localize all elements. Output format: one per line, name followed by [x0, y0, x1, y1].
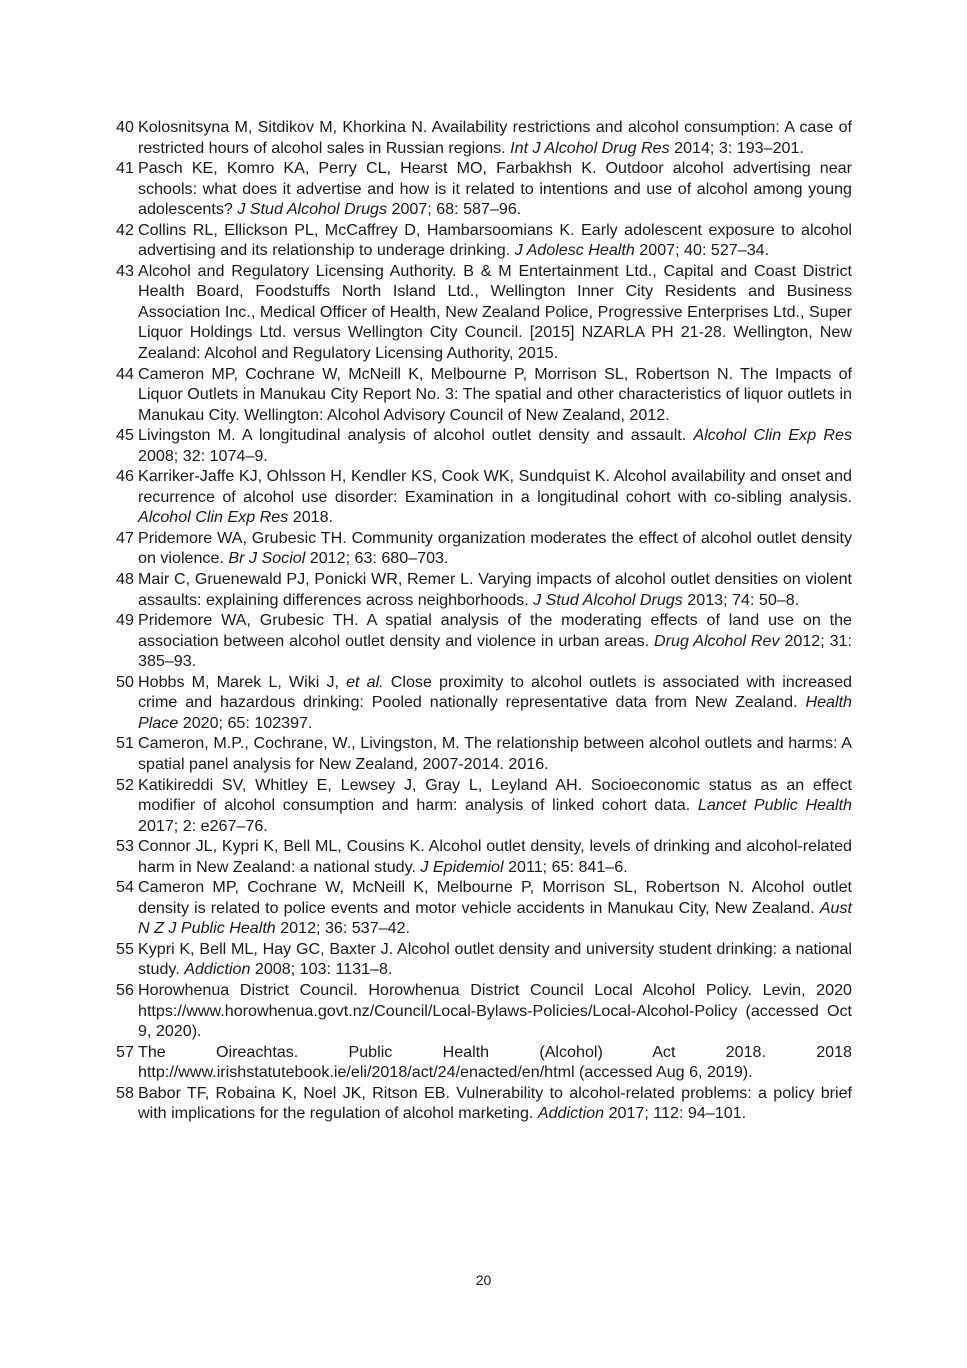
reference-entry	[116, 672, 852, 734]
reference-entry	[116, 158, 852, 220]
reference-text: 2012; 63: 680–703.	[305, 549, 449, 568]
reference-entry	[116, 1083, 852, 1124]
reference-entry	[116, 425, 852, 466]
reference-number: 51	[116, 734, 134, 753]
reference-text: Karriker-Jaffe KJ, Ohlsson H, Kendler KS, Cook WK, Sundquist K. Alcohol availability and onset and recurrence of alcohol use disorder: Examination in a longitudinal cohort with co-sibling analysis.	[138, 467, 852, 506]
reference-entry	[116, 877, 852, 939]
reference-text: 2008; 103: 1131–8.	[250, 960, 393, 979]
reference-number: 46	[116, 467, 134, 486]
reference-text: Cameron, M.P., Cochrane, W., Livingston, M. The relationship between alcohol outlets and harms: A spatial panel analysis for New Zealand, 2007-2014. 2016.	[138, 734, 852, 773]
reference-entry	[116, 466, 852, 528]
page-number: 20	[475, 1272, 492, 1288]
reference-text: 2008; 32: 1074–9.	[138, 446, 268, 465]
reference-entry	[116, 980, 852, 1042]
reference-entry	[116, 775, 852, 837]
reference-number: 42	[116, 220, 134, 239]
reference-italic-text: J Stud Alcohol Drugs	[237, 200, 388, 219]
reference-italic-text: J Epidemiol	[420, 857, 504, 876]
reference-text: 2014; 3: 193–201.	[669, 138, 804, 157]
reference-text: Pridemore WA, Grubesic TH. Community organization moderates the effect of alcohol outlet density on violence.	[138, 528, 852, 568]
reference-italic-text: Br J Sociol	[228, 549, 306, 568]
reference-text: Horowhenua District Council. Horowhenua District Council Local Alcohol Policy. Levin, 2020 https://www.horowhenua.govt.nz/Council/Local-Bylaws-Policies/Local-Alcohol-Policy (accessed Oct 9, 2020).	[138, 980, 852, 1041]
reference-number: 47	[116, 528, 134, 547]
reference-text: Livingston M. A longitudinal analysis of alcohol outlet density and assault.	[138, 426, 694, 445]
reference-italic-text: Alcohol Clin Exp Res	[138, 508, 289, 527]
reference-entry	[116, 836, 852, 877]
reference-text: Kypri K, Bell ML, Hay GC, Baxter J. Alcohol outlet density and university student drinking: a national study.	[138, 939, 852, 979]
reference-italic-text: et al.	[346, 672, 384, 691]
reference-italic-text: Alcohol Clin Exp Res	[693, 426, 852, 445]
reference-text: Collins RL, Ellickson PL, McCaffrey D, Hambarsoomians K. Early adolescent exposure to alcohol advertising and its relationship to underage drinking.	[138, 220, 852, 260]
reference-number: 40	[116, 118, 134, 136]
reference-text: Close proximity to alcohol outlets is associated with increased crime and hazardous drinking: Pooled nationally representative data from New Zealand.	[138, 672, 852, 712]
reference-number: 50	[116, 672, 134, 691]
reference-italic-text: Addiction	[184, 960, 251, 979]
reference-number: 56	[116, 980, 134, 999]
reference-text: Hobbs M, Marek L, Wiki J,	[138, 672, 347, 691]
reference-number: 44	[116, 364, 134, 383]
reference-number: 53	[116, 837, 134, 856]
reference-entry	[116, 610, 852, 672]
reference-list	[116, 117, 852, 1124]
reference-text: The Oireachtas. Public Health (Alcohol) Act 2018. 2018 http://www.irishstatutebook.ie/eli/2018/act/24/enacted/en/html (accessed Aug 6, 2019).	[138, 1042, 852, 1082]
reference-entry	[116, 569, 852, 610]
reference-text: 2007; 68: 587–96.	[387, 200, 522, 219]
reference-entry	[116, 364, 852, 426]
reference-number: 55	[116, 939, 134, 958]
reference-text: Kolosnitsyna M, Sitdikov M, Khorkina N. Availability restrictions and alcohol consumption: A case of restricted hours of alcohol sales in Russian regions.	[138, 118, 852, 157]
reference-italic-text: Lancet Public Health	[697, 796, 852, 815]
reference-entry	[116, 117, 852, 158]
reference-text: Mair C, Gruenewald PJ, Ponicki WR, Remer L. Varying impacts of alcohol outlet densities on violent assaults: explaining differences across neighborhoods.	[138, 570, 852, 609]
reference-entry	[116, 733, 852, 774]
reference-text: Cameron MP, Cochrane W, McNeill K, Melbourne P, Morrison SL, Robertson N. The Impacts of Liquor Outlets in Manukau City Report No. 3: The spatial and other characteristics of liquor outlets in Manukau City. Wellington: Alcohol Advisory Council of New Zealand, 2012.	[138, 364, 852, 424]
reference-italic-text: J Adolesc Health	[514, 241, 635, 260]
reference-text: Babor TF, Robaina K, Noel JK, Ritson EB. Vulnerability to alcohol-related problems: a policy brief with implications for the regulation of alcohol marketing.	[138, 1083, 852, 1123]
reference-number: 48	[116, 570, 134, 589]
reference-text: 2012; 31: 385–93.	[138, 631, 852, 671]
reference-entry	[116, 1042, 852, 1083]
reference-text: Pridemore WA, Grubesic TH. A spatial analysis of the moderating effects of land use on the association between alcohol outlet density and violence in urban areas.	[138, 611, 852, 650]
reference-text: 2017; 2: e267–76.	[138, 816, 268, 835]
reference-text: 2012; 36: 537–42.	[275, 919, 410, 938]
reference-number: 54	[116, 878, 134, 897]
reference-number: 52	[116, 775, 134, 794]
reference-number: 57	[116, 1042, 134, 1061]
reference-number: 43	[116, 261, 134, 280]
reference-text: 2007; 40: 527–34.	[634, 241, 770, 260]
reference-italic-text: Addiction	[537, 1104, 605, 1123]
reference-number: 45	[116, 426, 134, 445]
reference-text: Pasch KE, Komro KA, Perry CL, Hearst MO, Farbakhsh K. Outdoor alcohol advertising near schools: what does it advertise and how is it related to intentions and use of alcohol among young adolescents?	[138, 159, 852, 219]
reference-text: 2011; 65: 841–6.	[503, 857, 628, 876]
reference-text: Katikireddi SV, Whitley E, Lewsey J, Gray L, Leyland AH. Socioeconomic status as an effect modifier of alcohol consumption and harm: analysis of linked cohort data.	[138, 775, 852, 815]
reference-entry	[116, 261, 852, 364]
reference-text: 2020; 65: 102397.	[178, 713, 313, 732]
reference-number: 41	[116, 159, 134, 178]
reference-text: 2013; 74: 50–8.	[682, 590, 800, 609]
reference-text: Connor JL, Kypri K, Bell ML, Cousins K. Alcohol outlet density, levels of drinking and alcohol-related harm in New Zealand: a national study.	[138, 837, 852, 876]
reference-italic-text: Drug Alcohol Rev	[654, 631, 780, 650]
reference-entry	[116, 528, 852, 569]
reference-italic-text: Int J Alcohol Drug Res	[510, 138, 670, 157]
reference-number: 49	[116, 611, 134, 630]
reference-entry	[116, 939, 852, 980]
reference-text: Cameron MP, Cochrane W, McNeill K, Melbourne P, Morrison SL, Robertson N. Alcohol outlet density is related to police events and motor vehicle accidents in Manukau City, New Zealand.	[138, 878, 852, 917]
reference-entry	[116, 220, 852, 261]
reference-number: 58	[116, 1083, 134, 1102]
reference-text: 2017; 112: 94–101.	[604, 1104, 747, 1123]
reference-text: Alcohol and Regulatory Licensing Authority. B & M Entertainment Ltd., Capital and Coast District Health Board, Foodstuffs North Island Ltd., Wellington Inner City Residents and Business Association Inc., Medical Officer of Health, New Zealand Police, Progressive Enterprises Ltd., Super Liquor Holdings Ltd. versus Wellington City Council. [2015] NZARLA PH 21-28. Wellington, New Zealand: Alcohol and Regulatory Licensing Authority, 2015.	[138, 261, 852, 363]
reference-text: 2018.	[288, 508, 334, 527]
reference-italic-text: Aust N Z J Public Health	[138, 898, 852, 938]
reference-italic-text: Health Place	[138, 693, 852, 732]
reference-italic-text: J Stud Alcohol Drugs	[533, 590, 683, 609]
